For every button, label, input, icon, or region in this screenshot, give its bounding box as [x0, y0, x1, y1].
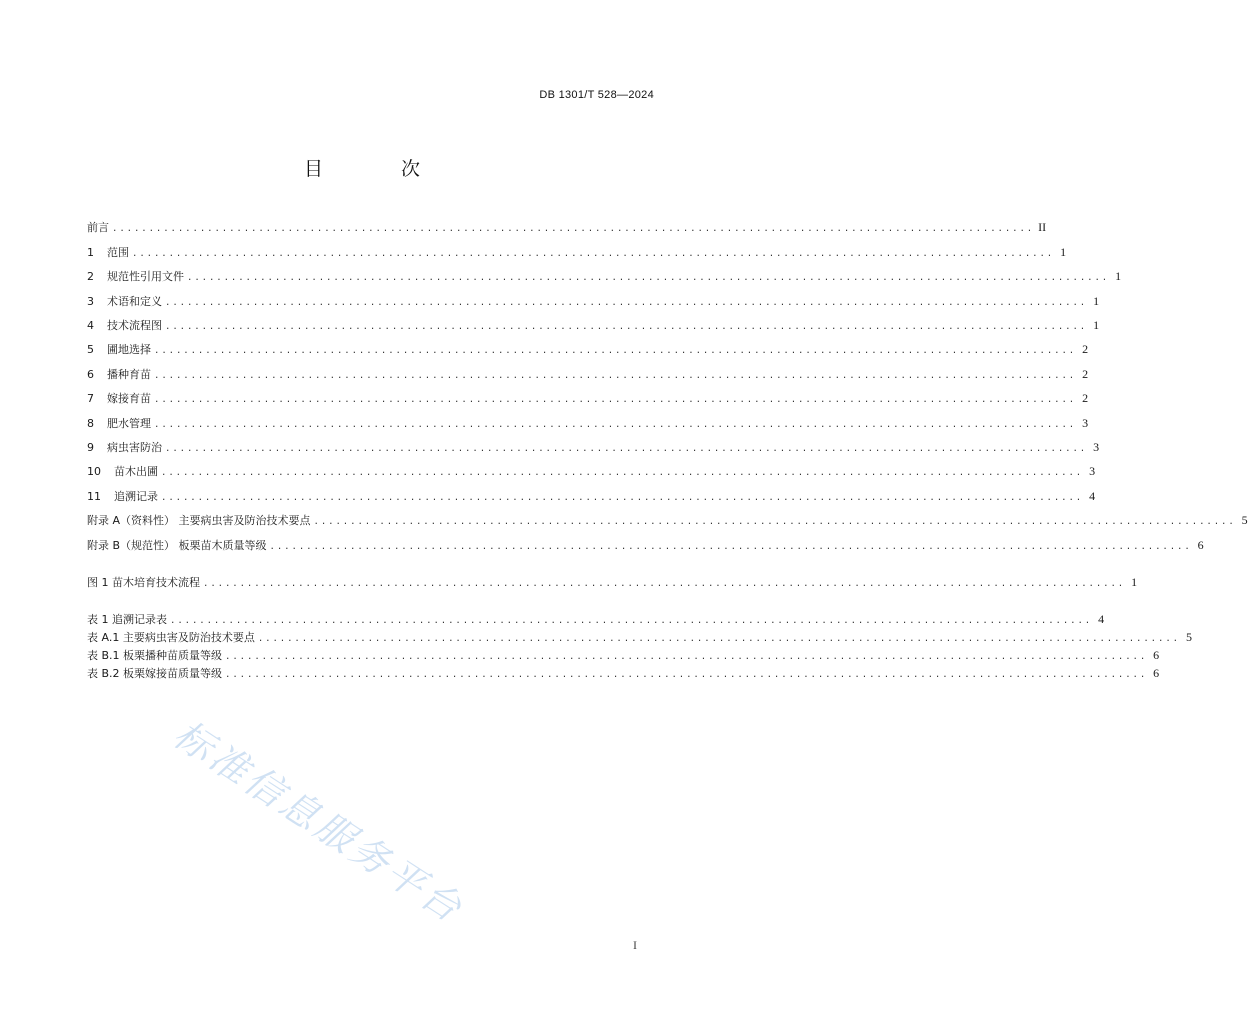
- toc-entry-page: 4: [1098, 612, 1105, 626]
- toc-entry-page: 1: [1131, 575, 1138, 589]
- toc-table-a1[interactable]: [87, 630, 1192, 644]
- toc-leader: ..............................................................................................................................: [187, 273, 1110, 283]
- toc-entry-11[interactable]: [87, 489, 1096, 503]
- toc-entry-page: 2: [1082, 391, 1089, 405]
- toc-entry-5[interactable]: [87, 342, 1089, 356]
- toc-leader: ..............................................................................................................................: [112, 224, 1035, 234]
- toc-entry-appendix-b[interactable]: [87, 538, 1204, 552]
- toc-leader: ..............................................................................................................................: [154, 346, 1077, 356]
- toc-entry-label: 播种育苗: [107, 368, 151, 381]
- toc-entry-7[interactable]: [87, 391, 1089, 405]
- toc-leader: ..............................................................................................................................: [225, 670, 1148, 680]
- toc-entry-label: 技术流程图: [107, 319, 162, 332]
- toc-entry-page: 2: [1082, 367, 1089, 381]
- toc-leader: ..............................................................................................................................: [132, 249, 1055, 259]
- toc-entry-page: 1: [1093, 294, 1100, 308]
- toc-entry-label: 苗木出圃: [114, 465, 158, 478]
- toc-leader: ..............................................................................................................................: [203, 579, 1126, 589]
- watermark: 标准信息服务平台: [166, 711, 472, 932]
- toc-entry-page: 5: [1185, 630, 1192, 644]
- toc-entry-label: 表 A.1 主要病虫害及防治技术要点: [87, 631, 255, 644]
- toc-leader: ..............................................................................................................................: [165, 298, 1088, 308]
- toc-entry-foreword[interactable]: [87, 220, 1047, 234]
- toc-entry-label: 表 B.2 板栗嫁接苗质量等级: [87, 667, 223, 680]
- toc-entry-page: 6: [1197, 538, 1204, 552]
- toc-leader: ..............................................................................................................................: [154, 371, 1077, 381]
- toc-leader: ..............................................................................................................................: [170, 616, 1093, 626]
- toc-entry-8[interactable]: [87, 416, 1089, 430]
- toc-entry-page: 1: [1115, 269, 1122, 283]
- toc-entry-page: 2: [1082, 342, 1089, 356]
- toc-entry-number: 2: [87, 270, 94, 283]
- toc-leader: ..............................................................................................................................: [225, 652, 1148, 662]
- toc-entry-number: 9: [87, 441, 94, 454]
- toc-entry-label: 病虫害防治: [107, 441, 162, 454]
- toc-entry-label: 附录 A（资料性） 主要病虫害及防治技术要点: [87, 514, 311, 527]
- toc-entry-page: 1: [1060, 245, 1067, 259]
- toc-table-1[interactable]: [87, 612, 1105, 626]
- toc-leader: ..............................................................................................................................: [165, 322, 1088, 332]
- toc-entry-number: 5: [87, 343, 94, 356]
- toc-entry-label: 嫁接育苗: [107, 392, 151, 405]
- toc-entry-label: 术语和定义: [107, 295, 162, 308]
- toc-leader: ..............................................................................................................................: [165, 444, 1088, 454]
- toc-entry-label: 表 1 追溯记录表: [87, 613, 167, 626]
- toc-entry-page: 3: [1082, 416, 1089, 430]
- toc-entry-number: 10: [87, 465, 101, 478]
- toc-entry-page: 1: [1093, 318, 1100, 332]
- toc-leader: ..............................................................................................................................: [257, 634, 1180, 644]
- toc-entry-6[interactable]: [87, 367, 1089, 381]
- toc-entry-number: 1: [87, 246, 94, 259]
- toc-entry-2[interactable]: [87, 269, 1122, 283]
- toc-entry-page: 6: [1153, 666, 1160, 680]
- toc-entry-1[interactable]: [87, 245, 1067, 259]
- toc-leader: ..............................................................................................................................: [161, 493, 1084, 503]
- page-number: I: [633, 938, 637, 952]
- toc-entry-label: 追溯记录: [114, 490, 158, 503]
- toc-entry-number: 3: [87, 295, 94, 308]
- toc-entry-page: 3: [1089, 464, 1096, 478]
- toc-entry-number: 8: [87, 417, 94, 430]
- toc-entry-4[interactable]: [87, 318, 1100, 332]
- document-id: DB 1301/T 528—2024: [539, 89, 654, 101]
- toc-entry-label: 肥水管理: [107, 417, 151, 430]
- toc-entry-page: II: [1038, 220, 1047, 234]
- toc-figure-1[interactable]: [87, 575, 1138, 589]
- page-title: 目 次: [303, 158, 457, 180]
- toc-entry-label: 规范性引用文件: [107, 270, 184, 283]
- toc-entry-10[interactable]: [87, 464, 1096, 478]
- toc-entry-label: 附录 B（规范性） 板栗苗木质量等级: [87, 539, 267, 552]
- toc-entry-page: 6: [1153, 648, 1160, 662]
- toc-entry-number: 7: [87, 392, 94, 405]
- toc-entry-page: 5: [1241, 513, 1248, 527]
- toc-entry-label: 前言: [87, 221, 109, 234]
- toc-entry-page: 4: [1089, 489, 1096, 503]
- toc-entry-number: 4: [87, 319, 94, 332]
- toc-leader: ..............................................................................................................................: [154, 395, 1077, 405]
- toc-entry-number: 6: [87, 368, 94, 381]
- toc-entry-page: 3: [1093, 440, 1100, 454]
- toc-leader: ..............................................................................................................................: [161, 468, 1084, 478]
- toc-table-b2[interactable]: [87, 666, 1160, 680]
- toc-leader: ..............................................................................................................................: [269, 542, 1192, 552]
- toc-leader: ..............................................................................................................................: [313, 517, 1236, 527]
- toc-leader: ..............................................................................................................................: [154, 420, 1077, 430]
- toc-entry-label: 表 B.1 板栗播种苗质量等级: [87, 649, 223, 662]
- toc-entry-label: 范围: [107, 246, 129, 259]
- toc-entry-appendix-a[interactable]: [87, 513, 1248, 527]
- toc-entry-label: 圃地选择: [107, 343, 151, 356]
- toc-entry-3[interactable]: [87, 294, 1100, 308]
- toc-table-b1[interactable]: [87, 648, 1160, 662]
- toc-entry-label: 图 1 苗木培育技术流程: [87, 576, 200, 589]
- toc-entry-number: 11: [87, 490, 101, 503]
- toc-entry-9[interactable]: [87, 440, 1100, 454]
